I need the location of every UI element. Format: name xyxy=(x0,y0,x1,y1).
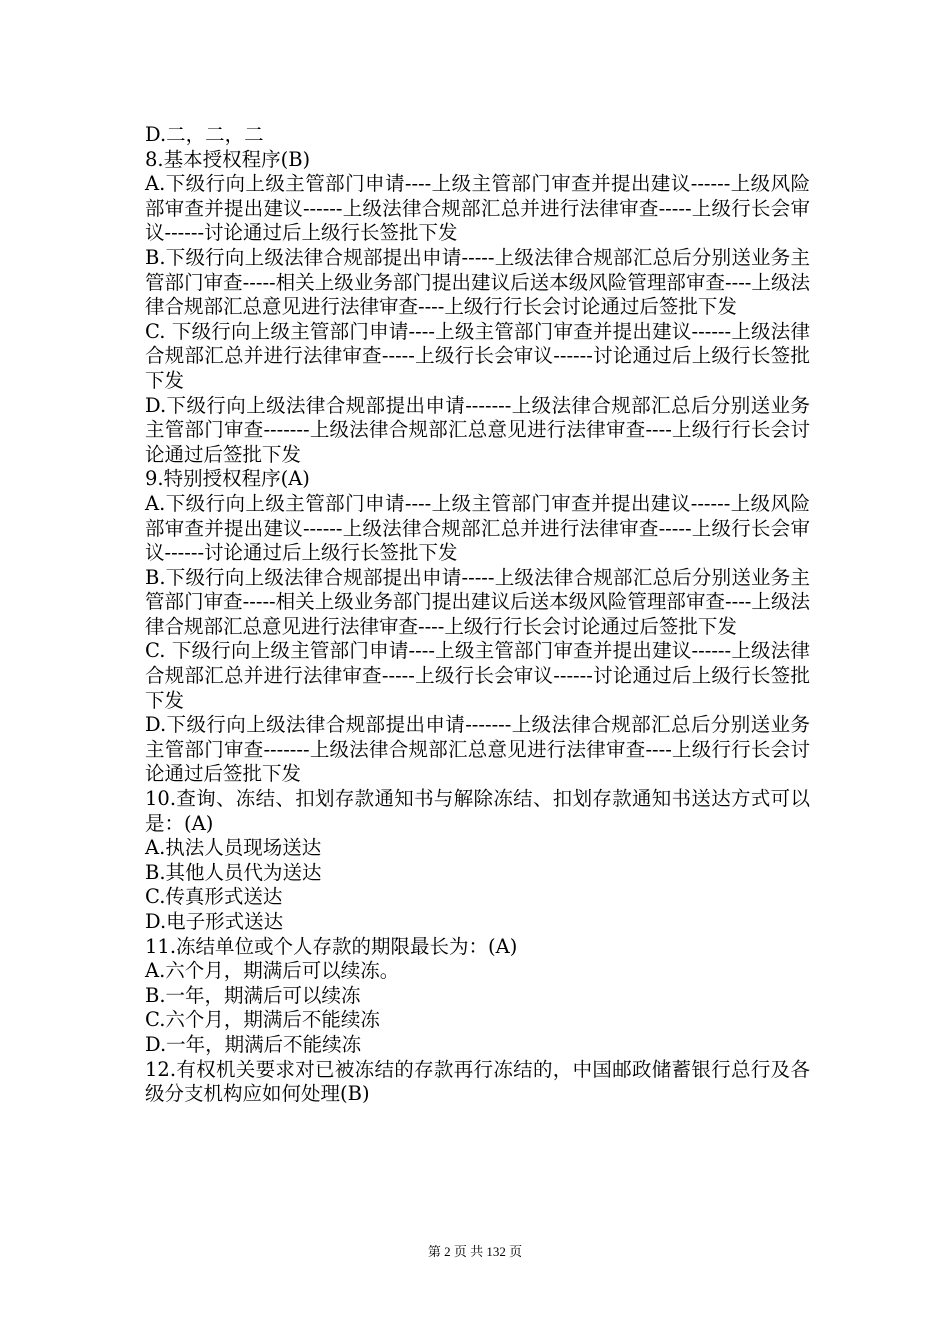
q10-option-c: C.传真形式送达 xyxy=(145,885,283,909)
q8-option-d: D.下级行向上级法律合规部提出申请-------上级法律合规部汇总后分别送业务主管部门审查-------上级法律合规部汇总意见进行法律审查----上级行行长会讨论通过后签批下发 xyxy=(145,393,810,466)
q8-option-a: A.下级行向上级主管部门申请----上级主管部门审查并提出建议------上级风险部审查并提出建议------上级法律合规部汇总并进行法律审查-----上级行长会审议------讨论通过后上级行长签批下发 xyxy=(145,172,810,245)
q11-option-c: C.六个月，期满后不能续冻 xyxy=(145,1008,380,1032)
q11-option-a: A.六个月，期满后可以续冻。 xyxy=(145,959,400,983)
q9-option-d: D.下级行向上级法律合规部提出申请-------上级法律合规部汇总后分别送业务主管部门审查-------上级法律合规部汇总意见进行法律审查----上级行行长会讨论通过后签批下发 xyxy=(145,713,810,786)
q8-option-b: B.下级行向上级法律合规部提出申请-----上级法律合规部汇总后分别送业务主管部门审查-----相关上级业务部门提出建议后送本级风险管理部审查----上级法律合规部汇总意见进行法律审查----上级行行长会讨论通过后签批下发 xyxy=(145,245,810,319)
question-10: 10.查询、冻结、扣划存款通知书与解除冻结、扣划存款通知书送达方式可以是：(A) xyxy=(145,787,810,835)
page-footer: 第 2 页 共 132 页 xyxy=(427,1244,523,1259)
q10-option-b: B.其他人员代为送达 xyxy=(145,860,322,884)
q9-option-a: A.下级行向上级主管部门申请----上级主管部门审查并提出建议------上级风险部审查并提出建议------上级法律合规部汇总并进行法律审查-----上级行长会审议------讨论通过后上级行长签批下发 xyxy=(145,491,810,565)
question-11: 11.冻结单位或个人存款的期限最长为：(A) xyxy=(145,934,518,958)
q11-option-b: B.一年，期满后可以续冻 xyxy=(145,983,361,1007)
q9-option-b: B.下级行向上级法律合规部提出申请-----上级法律合规部汇总后分别送业务主管部门审查-----相关上级业务部门提出建议后送本级风险管理部审查----上级法律合规部汇总意见进行法律审查----上级行行长会讨论通过后签批下发 xyxy=(145,565,810,638)
q9-option-c: C. 下级行向上级主管部门申请----上级主管部门审查并提出建议------上级法律合规部汇总并进行法律审查-----上级行长会审议------讨论通过后上级行长签批下发 xyxy=(145,639,810,712)
document-body xyxy=(145,123,810,1107)
q8-option-c: C. 下级行向上级主管部门申请----上级主管部门审查并提出建议------上级法律合规部汇总并进行法律审查-----上级行长会审议------讨论通过后上级行长签批下发 xyxy=(145,319,810,392)
question-9: 9.特别授权程序(A) xyxy=(145,467,310,491)
question-12: 12.有权机关要求对已被冻结的存款再行冻结的，中国邮政储蓄银行总行及各级分支机构应如何处理(B) xyxy=(145,1057,810,1106)
question-8: 8.基本授权程序(B) xyxy=(145,147,311,171)
q10-option-a: A.执法人员现场送达 xyxy=(145,836,322,860)
q10-option-d: D.电子形式送达 xyxy=(145,910,284,933)
q11-option-d: D.一年，期满后不能续冻 xyxy=(145,1032,362,1056)
option-d-q7: D.二，二，二 xyxy=(145,123,264,146)
